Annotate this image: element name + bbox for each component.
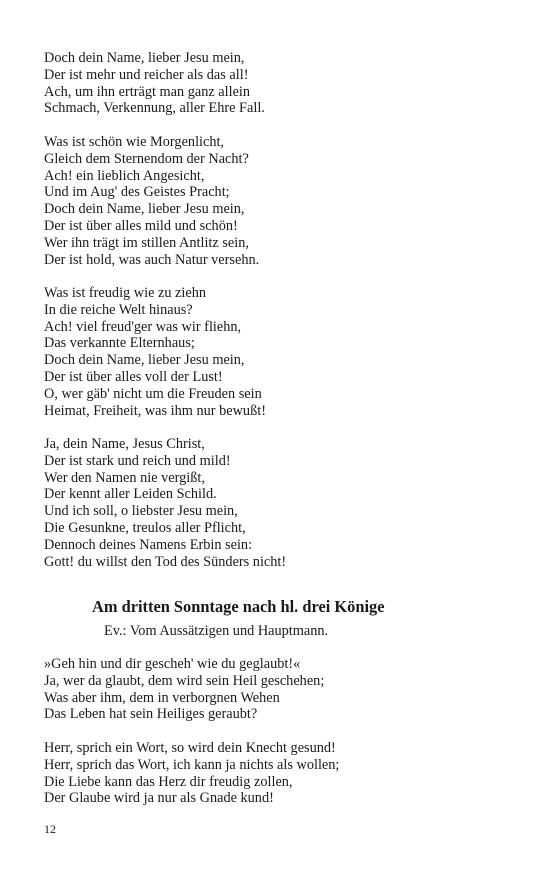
verse-line: Die Gesunkne, treulos aller Pflicht, xyxy=(44,519,246,536)
verse-line: Der kennt aller Leiden Schild. xyxy=(44,486,217,503)
verse-line: Ja, wer da glaubt, dem wird sein Heil geschehen; xyxy=(44,672,325,689)
verse-line: Und im Aug' des Geistes Pracht; xyxy=(44,184,230,201)
verse-line: O, wer gäb' nicht um die Freuden sein xyxy=(44,385,262,402)
verse-line: Was aber ihm, dem in verborgnen Wehen xyxy=(44,689,280,706)
poem-stanza-5 xyxy=(44,656,324,723)
verse-line: Schmach, Verkennung, aller Ehre Fall. xyxy=(44,100,265,117)
verse-line: Der ist stark und reich und mild! xyxy=(44,452,231,469)
verse-line: Das verkannte Elternhaus; xyxy=(44,335,195,352)
verse-line: Und ich soll, o liebster Jesu mein, xyxy=(44,503,238,520)
verse-line: Der ist über alles voll der Lust! xyxy=(44,368,223,385)
verse-line: Ach, um ihn erträgt man ganz allein xyxy=(44,83,251,100)
verse-line: Ach! viel freud'ger was wir fliehn, xyxy=(44,318,242,335)
verse-line: Herr, sprich das Wort, ich kann ja nichts als wollen; xyxy=(44,756,340,773)
verse-line: Ach! ein lieblich Angesicht, xyxy=(44,167,205,184)
verse-line: Der ist hold, was auch Natur versehn. xyxy=(44,251,260,268)
verse-line: Heimat, Freiheit, was ihm nur bewußt! xyxy=(44,402,266,419)
verse-line: Der Glaube wird ja nur als Gnade kund! xyxy=(44,790,274,807)
poem-stanza-3 xyxy=(44,285,266,419)
verse-line: Der ist mehr und reicher als das all! xyxy=(44,66,249,83)
verse-line: Der ist über alles mild und schön! xyxy=(44,217,238,234)
verse-line: In die reiche Welt hinaus? xyxy=(44,301,193,318)
verse-line: Das Leben hat sein Heiliges geraubt? xyxy=(44,706,258,723)
verse-line: »Geh hin und dir gescheh' wie du geglaubt!« xyxy=(44,656,301,672)
poem-stanza-1 xyxy=(44,50,265,117)
verse-line: Was ist freudig wie zu ziehn xyxy=(44,285,207,301)
verse-line: Was ist schön wie Morgenlicht, xyxy=(44,134,225,150)
verse-line: Wer ihn trägt im stillen Antlitz sein, xyxy=(44,234,249,251)
verse-line: Doch dein Name, lieber Jesu mein, xyxy=(44,352,245,369)
verse-line: Ja, dein Name, Jesus Christ, xyxy=(44,436,205,452)
page-number: 12 xyxy=(44,822,56,836)
verse-line: Gott! du willst den Tod des Sünders nicht! xyxy=(44,553,287,570)
section-subheading: Ev.: Vom Aussätzigen und Hauptmann. xyxy=(104,623,329,639)
verse-line: Dennoch deines Namens Erbin sein: xyxy=(44,536,253,553)
section-heading: Am dritten Sonntage nach hl. drei Könige xyxy=(92,597,385,616)
verse-line: Herr, sprich ein Wort, so wird dein Knecht gesund! xyxy=(44,740,336,756)
verse-line: Wer den Namen nie vergißt, xyxy=(44,469,205,486)
poem-stanza-6 xyxy=(44,740,339,807)
verse-line: Gleich dem Sternendom der Nacht? xyxy=(44,150,249,167)
verse-line: Die Liebe kann das Herz dir freudig zollen, xyxy=(44,773,293,790)
verse-line: Doch dein Name, lieber Jesu mein, xyxy=(44,201,245,218)
poem-stanza-2 xyxy=(44,134,259,268)
verse-line: Doch dein Name, lieber Jesu mein, xyxy=(44,50,245,66)
poem-stanza-4 xyxy=(44,436,286,570)
